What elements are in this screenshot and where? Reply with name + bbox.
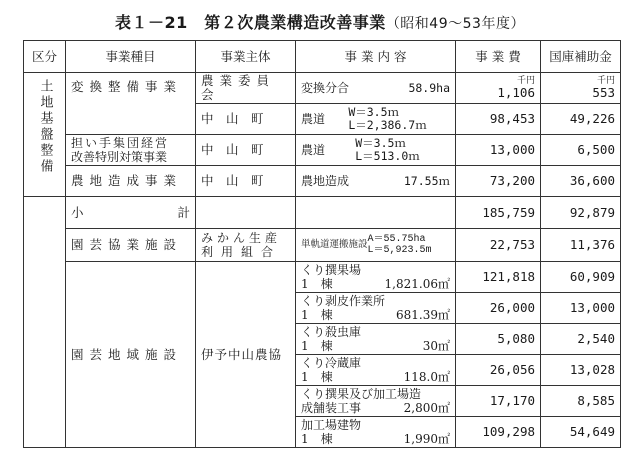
table-row [24,262,621,293]
header-kubun: 区分 [24,41,66,73]
title-period: （昭和49～53年度） [385,16,525,32]
subsidy-cell: 36,600 [541,166,621,197]
category-cell-empty [24,197,66,448]
entity-cell: 中 山 町 [196,166,296,197]
subsidy-cell: 6,500 [541,135,621,166]
type-cell: 農地造成事業 [66,166,196,197]
subsidy-cell: 2,540 [541,324,621,355]
type-cell: 園芸協業施設 [66,229,196,262]
content-cell: くり剥皮作業所 1 棟 681.39㎡ [296,293,456,324]
category-cell [24,73,66,197]
type-cell: 変換整備事業 [66,73,196,135]
subsidy-cell: 千円 553 [541,73,621,104]
content-cell: くり殺虫庫 1 棟 30㎡ [296,324,456,355]
header-subsidy: 国庫補助金 [541,41,621,73]
cost-cell: 千円 1,106 [456,73,541,104]
table-row [24,166,621,197]
category-label: 土地基盤整備 [37,79,53,175]
content-cell: くり撰果場 1 棟 1,821.06㎡ [296,262,456,293]
subtotal-label: 小 計 [66,197,196,229]
cost-cell: 17,170 [456,386,541,417]
cost-cell: 22,753 [456,229,541,262]
content-cell: 加工場建物 1 棟 1,990㎡ [296,417,456,448]
subsidy-cell: 13,028 [541,355,621,386]
cost-cell: 98,453 [456,104,541,135]
table-row [24,229,621,262]
subsidy-cell: 60,909 [541,262,621,293]
content-cell: 単軌道運搬施設 A＝55.75ha L＝5,923.5m [296,229,456,262]
subsidy-cell: 54,649 [541,417,621,448]
content-cell: くり撰果及び加工場造 成舗装工事 2,800㎡ [296,386,456,417]
subsidy-cell: 49,226 [541,104,621,135]
entity-cell: 中 山 町 [196,135,296,166]
header-row [24,41,621,73]
table-row [24,73,621,104]
cost-cell: 109,298 [456,417,541,448]
project-table [23,40,621,448]
entity-cell: みかん生産 利用組合 [196,229,296,262]
cost-cell: 5,080 [456,324,541,355]
subtotal-subsidy: 92,879 [541,197,621,229]
type-cell: 園芸地域施設 [66,262,196,448]
entity-cell: 農業委員会 [196,73,296,104]
content-cell: 変換分合 58.9ha [296,73,456,104]
title-main: 表１－21 第２次農業構造改善事業 [115,13,386,32]
type-cell: 担い手集団経営 改善特別対策事業 [66,135,196,166]
subsidy-cell: 11,376 [541,229,621,262]
cost-cell: 26,056 [456,355,541,386]
subtotal-row [24,197,621,229]
cost-cell: 73,200 [456,166,541,197]
table-row [24,135,621,166]
header-content: 事 業 内 容 [296,41,456,73]
cost-cell: 121,818 [456,262,541,293]
page-title [0,10,640,33]
subsidy-cell: 8,585 [541,386,621,417]
entity-cell: 中 山 町 [196,104,296,135]
header-type: 事業種目 [66,41,196,73]
header-entity: 事業主体 [196,41,296,73]
header-cost: 事 業 費 [456,41,541,73]
content-cell: くり冷蔵庫 1 棟 118.0㎡ [296,355,456,386]
content-cell: 農地造成 17.55ｍ [296,166,456,197]
entity-cell: 伊予中山農協 [196,262,296,448]
subtotal-cost: 185,759 [456,197,541,229]
content-cell: 農道 W＝3.5ｍ L＝2,386.7ｍ [296,104,456,135]
cost-cell: 26,000 [456,293,541,324]
content-cell: 農道 W＝3.5ｍ L＝513.0ｍ [296,135,456,166]
subsidy-cell: 13,000 [541,293,621,324]
cost-cell: 13,000 [456,135,541,166]
